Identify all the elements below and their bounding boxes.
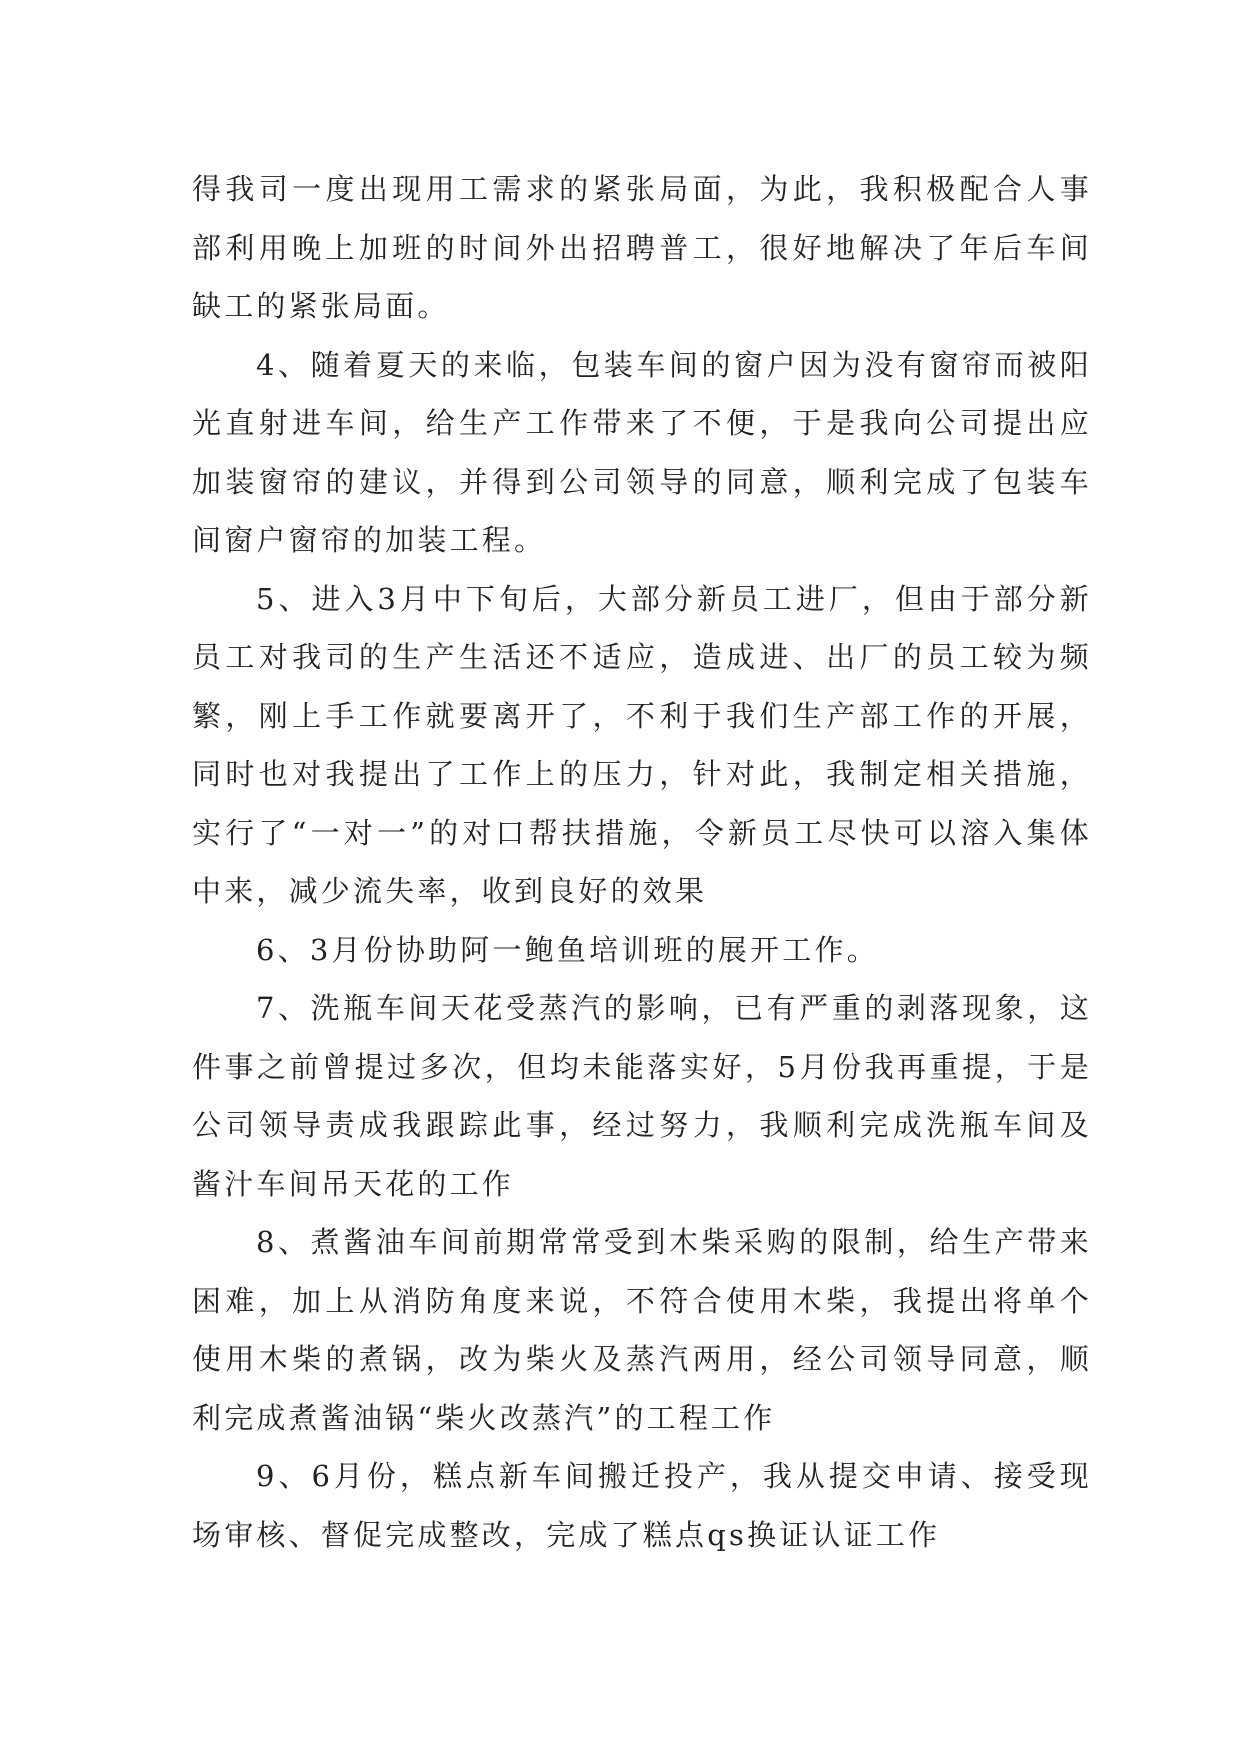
paragraph-item-8: 8、煮酱油车间前期常常受到木柴采购的限制，给生产带来困难，加上从消防角度来说，不符合使用木柴，我提出将单个使用木柴的煮锅，改为柴火及蒸汽两用，经公司领导同意，顺利完成煮酱油锅“柴火改蒸汽”的工程工作 bbox=[192, 1225, 1092, 1435]
paragraph-item-4: 4、随着夏天的来临，包装车间的窗户因为没有窗帘而被阳光直射进车间，给生产工作带来了不便，于是我向公司提出应加装窗帘的建议，并得到公司领导的同意，顺利完成了包装车间窗户窗帘的加装工程。 bbox=[192, 347, 1092, 557]
paragraph-item-7: 7、洗瓶车间天花受蒸汽的影响，已有严重的剥落现象，这件事之前曾提过多次，但均未能落实好，5月份我再重提，于是公司领导责成我跟踪此事，经过努力，我顺利完成洗瓶车间及酱汁车间吊天花的工作 bbox=[192, 991, 1092, 1201]
paragraph-item-6: 6、3月份协助阿一鲍鱼培训班的展开工作。 bbox=[256, 932, 879, 967]
document-body bbox=[192, 160, 1092, 1564]
paragraph-continuation: 得我司一度出现用工需求的紧张局面，为此，我积极配合人事部利用晚上加班的时间外出招聘普工，很好地解决了年后车间缺工的紧张局面。 bbox=[192, 172, 1092, 323]
paragraph-item-5: 5、进入3月中下旬后，大部分新员工进厂，但由于部分新员工对我司的生产生活还不适应，造成进、出厂的员工较为频繁，刚上手工作就要离开了，不利于我们生产部工作的开展，同时也对我提出了工作上的压力，针对此，我制定相关措施，实行了“一对一”的对口帮扶措施，令新员工尽快可以溶入集体中来，减少流失率，收到良好的效果 bbox=[192, 581, 1092, 908]
paragraph-item-9: 9、6月份，糕点新车间搬迁投产，我从提交申请、接受现场审核、督促完成整改，完成了糕点qs换证认证工作 bbox=[192, 1459, 1092, 1552]
